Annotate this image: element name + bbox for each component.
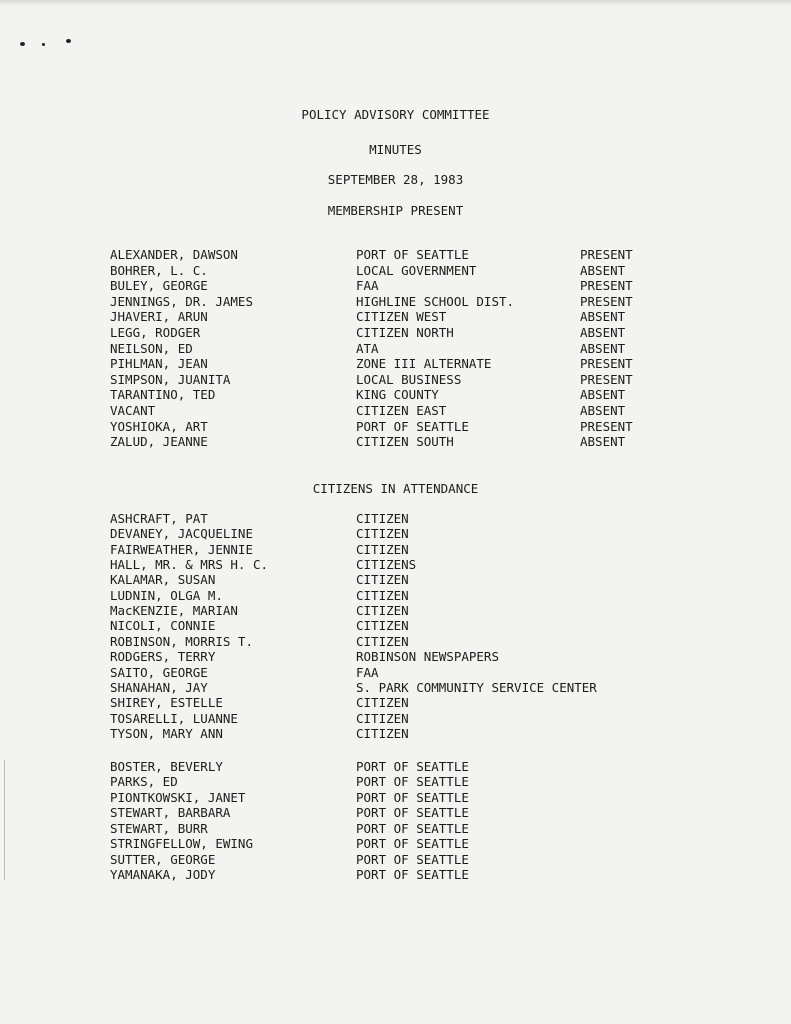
member-name: SHIREY, ESTELLE bbox=[110, 695, 223, 711]
member-name: NEILSON, ED bbox=[110, 340, 193, 356]
member-name: YOSHIOKA, ART bbox=[110, 418, 208, 434]
member-affiliation: PORT OF SEATTLE bbox=[356, 867, 469, 883]
citizens-heading: CITIZENS IN ATTENDANCE bbox=[312, 481, 479, 496]
member-status: ABSENT bbox=[580, 403, 626, 418]
member-affiliation: LOCAL BUSINESS bbox=[356, 371, 462, 387]
meeting-date: SEPTEMBER 28, 1983 bbox=[327, 172, 464, 187]
member-name: SUTTER, GEORGE bbox=[110, 851, 216, 867]
member-name: SIMPSON, JUANITA bbox=[110, 371, 231, 387]
scan-speck bbox=[42, 43, 45, 46]
member-status: PRESENT bbox=[580, 278, 633, 294]
member-status: ABSENT bbox=[580, 262, 626, 278]
member-affiliation: PORT OF SEATTLE bbox=[356, 759, 469, 774]
member-affiliation: CITIZEN bbox=[356, 633, 409, 649]
member-name: LEGG, RODGER bbox=[110, 325, 201, 340]
member-affiliation: FAA bbox=[356, 664, 379, 680]
member-status: ABSENT bbox=[580, 340, 626, 356]
member-affiliation: ROBINSON NEWSPAPERS bbox=[356, 649, 499, 665]
member-affiliation: CITIZEN SOUTH bbox=[356, 434, 454, 450]
member-name: BULEY, GEORGE bbox=[110, 278, 208, 294]
member-name: TARANTINO, TED bbox=[110, 387, 216, 403]
member-affiliation: ZONE III ALTERNATE bbox=[356, 356, 492, 372]
scan-edge-shadow bbox=[0, 0, 791, 6]
member-name: HALL, MR. & MRS H. C. bbox=[110, 557, 269, 573]
member-affiliation: CITIZENS bbox=[356, 557, 417, 573]
member-affiliation: ATA bbox=[356, 340, 379, 356]
scan-speck bbox=[20, 42, 25, 46]
committee-title: POLICY ADVISORY COMMITTEE bbox=[301, 107, 490, 122]
member-affiliation: CITIZEN bbox=[356, 725, 409, 741]
member-affiliation: CITIZEN bbox=[356, 541, 409, 557]
member-affiliation: CITIZEN NORTH bbox=[356, 325, 454, 340]
member-affiliation: LOCAL GOVERNMENT bbox=[356, 262, 477, 278]
member-status: PRESENT bbox=[580, 247, 633, 262]
member-affiliation: KING COUNTY bbox=[356, 387, 439, 403]
member-name: SAITO, GEORGE bbox=[110, 664, 208, 680]
member-name: FAIRWEATHER, JENNIE bbox=[110, 541, 253, 557]
member-name: PARKS, ED bbox=[110, 774, 178, 790]
member-name: ALEXANDER, DAWSON bbox=[110, 247, 238, 262]
member-affiliation: PORT OF SEATTLE bbox=[356, 247, 469, 262]
member-affiliation: FAA bbox=[356, 278, 379, 294]
member-affiliation: CITIZEN WEST bbox=[356, 309, 447, 325]
member-name: RODGERS, TERRY bbox=[110, 649, 216, 665]
member-name: VACANT bbox=[110, 403, 156, 418]
member-affiliation: PORT OF SEATTLE bbox=[356, 774, 469, 790]
member-name: STEWART, BARBARA bbox=[110, 805, 231, 821]
member-name: PIONTKOWSKI, JANET bbox=[110, 789, 246, 805]
member-status: ABSENT bbox=[580, 325, 626, 340]
member-affiliation: PORT OF SEATTLE bbox=[356, 851, 469, 867]
member-affiliation: CITIZEN bbox=[356, 511, 409, 526]
member-name: SHANAHAN, JAY bbox=[110, 679, 208, 695]
member-status: ABSENT bbox=[580, 387, 626, 403]
member-name: TYSON, MARY ANN bbox=[110, 725, 223, 741]
member-affiliation: CITIZEN EAST bbox=[356, 403, 447, 418]
member-status: PRESENT bbox=[580, 356, 633, 372]
member-affiliation: PORT OF SEATTLE bbox=[356, 418, 469, 434]
member-affiliation: PORT OF SEATTLE bbox=[356, 836, 469, 852]
document-type: MINUTES bbox=[369, 142, 422, 157]
member-affiliation: CITIZEN bbox=[356, 603, 409, 619]
member-name: TOSARELLI, LUANNE bbox=[110, 710, 238, 726]
member-name: LUDNIN, OLGA M. bbox=[110, 587, 223, 603]
member-name: STRINGFELLOW, EWING bbox=[110, 836, 253, 852]
member-affiliation: HIGHLINE SCHOOL DIST. bbox=[356, 293, 515, 309]
member-name: KALAMAR, SUSAN bbox=[110, 572, 216, 588]
member-affiliation: CITIZEN bbox=[356, 526, 409, 542]
member-status: PRESENT bbox=[580, 418, 633, 434]
member-status: PRESENT bbox=[580, 293, 633, 309]
member-status: ABSENT bbox=[580, 434, 626, 450]
member-name: ASHCRAFT, PAT bbox=[110, 511, 208, 526]
member-affiliation: CITIZEN bbox=[356, 618, 409, 634]
member-affiliation: S. PARK COMMUNITY SERVICE CENTER bbox=[356, 679, 597, 695]
member-affiliation: CITIZEN bbox=[356, 710, 409, 726]
scan-margin-mark bbox=[4, 760, 5, 880]
member-status: ABSENT bbox=[580, 309, 626, 325]
member-affiliation: PORT OF SEATTLE bbox=[356, 820, 469, 836]
member-name: JHAVERI, ARUN bbox=[110, 309, 208, 325]
member-name: BOSTER, BEVERLY bbox=[110, 759, 223, 774]
member-name: ROBINSON, MORRIS T. bbox=[110, 633, 253, 649]
member-affiliation: PORT OF SEATTLE bbox=[356, 805, 469, 821]
member-affiliation: PORT OF SEATTLE bbox=[356, 789, 469, 805]
member-affiliation: CITIZEN bbox=[356, 572, 409, 588]
member-status: PRESENT bbox=[580, 371, 633, 387]
member-name: DEVANEY, JACQUELINE bbox=[110, 526, 253, 542]
member-name: PIHLMAN, JEAN bbox=[110, 356, 208, 372]
scan-speck bbox=[66, 39, 71, 43]
member-name: MacKENZIE, MARIAN bbox=[110, 603, 238, 619]
member-name: NICOLI, CONNIE bbox=[110, 618, 216, 634]
member-name: YAMANAKA, JODY bbox=[110, 867, 216, 883]
members-heading: MEMBERSHIP PRESENT bbox=[327, 203, 464, 218]
member-affiliation: CITIZEN bbox=[356, 695, 409, 711]
member-name: BOHRER, L. C. bbox=[110, 262, 208, 278]
member-affiliation: CITIZEN bbox=[356, 587, 409, 603]
member-name: JENNINGS, DR. JAMES bbox=[110, 293, 253, 309]
member-name: ZALUD, JEANNE bbox=[110, 434, 208, 450]
member-name: STEWART, BURR bbox=[110, 820, 208, 836]
